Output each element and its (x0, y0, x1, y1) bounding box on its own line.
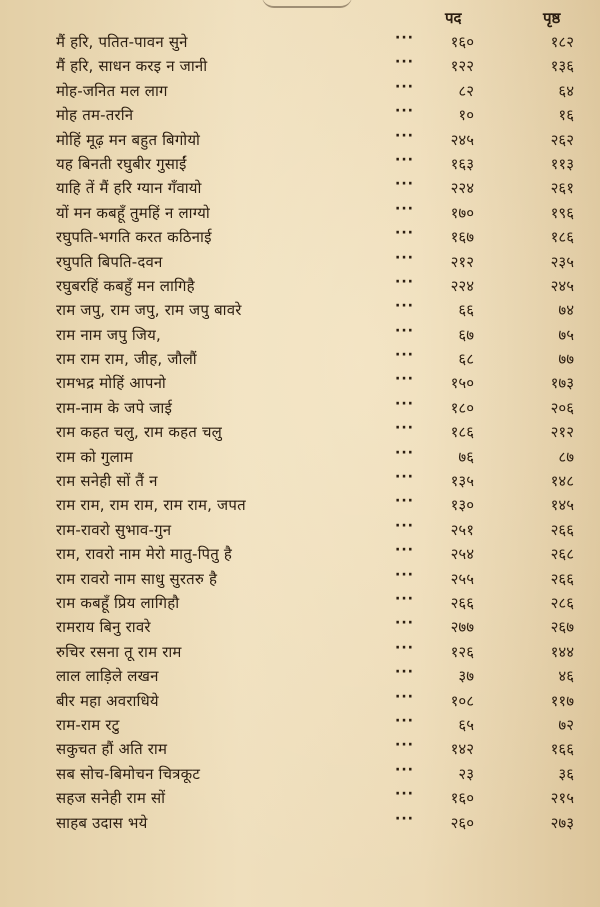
index-row (0, 273, 600, 300)
entry-title: राम सनेही सों तैं न (56, 472, 158, 491)
page-number: ७४ (558, 301, 574, 320)
leader-dots: ··· (395, 127, 414, 144)
entry-title: मोह तम-तरनि (56, 106, 134, 125)
index-row (0, 712, 600, 739)
page-number: १६६ (550, 740, 574, 759)
entry-title: रघुबरहिं कबहुँ मन लागिहै (56, 276, 195, 295)
leader-dots: ··· (395, 786, 414, 803)
page-number: २६७ (550, 618, 574, 637)
pad-number: १७० (450, 203, 474, 222)
entry-title: राम-नाम के जपे जाई (56, 398, 173, 417)
pad-number: २५५ (450, 569, 474, 588)
page-number: २७३ (550, 813, 574, 832)
leader-dots: ··· (395, 151, 414, 168)
index-row (0, 105, 600, 129)
index-row (0, 617, 600, 641)
leader-dots: ··· (395, 249, 414, 266)
entry-title: राम नाम जपु जिय, (56, 325, 162, 344)
pad-number: १३० (450, 496, 474, 515)
entry-title: राम-रावरो सुभाव-गुन (56, 520, 172, 539)
leader-dots: ··· (395, 639, 414, 656)
page-number: २८६ (550, 593, 574, 612)
leader-dots: ··· (395, 542, 414, 559)
page-number: १९६ (550, 203, 574, 222)
pad-number: २५४ (450, 545, 474, 564)
pad-number: ६५ (458, 715, 474, 734)
index-row (0, 151, 600, 178)
index-row (0, 178, 600, 202)
index-row (0, 32, 600, 56)
page-number: २६६ (550, 520, 574, 539)
entry-title: बीर महा अवराधिये (56, 691, 159, 710)
entry-title: रघुपति-भगति करत कठिनाई (56, 228, 212, 247)
entry-title: राम कबहूँ प्रिय लागिहौ (56, 593, 180, 612)
page-number: १३६ (550, 57, 574, 76)
pad-number: २६० (450, 813, 474, 832)
pad-number: २६६ (450, 593, 474, 612)
leader-dots: ··· (395, 54, 414, 71)
pad-number: १३५ (450, 472, 474, 491)
index-row (0, 566, 600, 593)
pad-number: १० (458, 106, 474, 125)
pad-number: २२४ (450, 276, 474, 295)
leader-dots: ··· (395, 712, 414, 729)
entry-title: मोहिं मूढ़ मन बहुत बिगोयो (56, 130, 201, 149)
index-row (0, 761, 600, 788)
index-row (0, 517, 600, 544)
entry-title: मोह-जनित मल लाग (56, 81, 168, 100)
page-number: २४५ (550, 276, 574, 295)
entry-title: राम, रावरो नाम मेरो मातु-पितु है (56, 545, 233, 564)
page-number: १४८ (550, 472, 574, 491)
page-number: ७२ (558, 715, 574, 734)
index-row (0, 788, 600, 812)
entry-title: रघुपति बिपति-दवन (56, 252, 163, 271)
page-number: ८७ (558, 447, 574, 466)
entry-title: राम राम, राम राम, राम राम, जपत (56, 496, 246, 515)
page-number: १७३ (550, 374, 574, 393)
leader-dots: ··· (395, 395, 414, 412)
leader-dots: ··· (395, 200, 414, 217)
page-number: २६२ (550, 130, 574, 149)
page-number: ७७ (558, 350, 574, 369)
leader-dots: ··· (395, 469, 414, 486)
pad-number: ६७ (458, 325, 474, 344)
page-number: १४४ (550, 642, 574, 661)
pad-number: ६६ (458, 301, 474, 320)
entry-title: मैं हरि, पतित-पावन सुने (56, 33, 188, 51)
leader-dots: ··· (395, 517, 414, 534)
page-number: २१२ (550, 423, 574, 442)
leader-dots: ··· (395, 78, 414, 95)
page-number: ११७ (550, 691, 574, 710)
leader-dots: ··· (395, 298, 414, 315)
page-number: १४५ (550, 496, 574, 515)
entry-title: याहि तें मैं हरि ग्यान गँवायो (56, 179, 202, 198)
page-number: २३५ (550, 252, 574, 271)
leader-dots: ··· (395, 737, 414, 754)
index-row (0, 78, 600, 105)
page-number: १८२ (550, 33, 574, 51)
index-row (0, 590, 600, 617)
entry-title: मैं हरि, साधन करइ न जानी (56, 57, 208, 76)
leader-dots: ··· (395, 688, 414, 705)
leader-dots: ··· (395, 420, 414, 437)
index-row (0, 422, 600, 446)
index-row (0, 639, 600, 666)
page-number: २६८ (550, 545, 574, 564)
index-row (0, 739, 600, 763)
leader-dots: ··· (395, 615, 414, 632)
pad-number: २२४ (450, 179, 474, 198)
entry-title: राम राम राम, जीह, जौलौं (56, 350, 197, 369)
page-column-header: पृष्ठ (543, 9, 561, 27)
pad-number: १२६ (450, 642, 474, 661)
leader-dots: ··· (395, 566, 414, 583)
entry-title: लाल लाड़िले लखन (56, 667, 159, 686)
entry-title: रुचिर रसना तू राम राम (56, 642, 182, 661)
index-row (0, 666, 600, 690)
pad-number: ३७ (458, 667, 474, 686)
pad-number: ७६ (458, 447, 474, 466)
page-number: २०६ (550, 398, 574, 417)
leader-dots: ··· (395, 273, 414, 290)
pad-number: १६० (450, 33, 474, 51)
pad-number: १०८ (450, 691, 474, 710)
entry-title: राम कहत चलु, राम कहत चलु (56, 423, 223, 442)
pad-number: १८० (450, 398, 474, 417)
leader-dots: ··· (395, 322, 414, 339)
leader-dots: ··· (395, 371, 414, 388)
leader-dots: ··· (395, 664, 414, 681)
entry-title: सकुचत हौं अति राम (56, 740, 168, 759)
leader-dots: ··· (395, 103, 414, 120)
entry-title: साहब उदास भये (56, 813, 148, 832)
pad-number: १६७ (450, 228, 474, 247)
page-number: १६ (558, 106, 574, 125)
entry-title: राम को गुलाम (56, 447, 134, 466)
pad-number: १२२ (450, 57, 474, 76)
page-number: ३६ (558, 764, 574, 783)
pad-number: १५० (450, 374, 474, 393)
page-number: १८६ (550, 228, 574, 247)
entry-title: राम-राम रटु (56, 715, 120, 734)
index-list (0, 32, 600, 837)
leader-dots: ··· (395, 225, 414, 242)
pad-number: २७७ (450, 618, 474, 637)
pad-number: १६३ (450, 154, 474, 173)
pad-column-header: पद (445, 9, 462, 27)
leader-dots: ··· (395, 347, 414, 364)
index-row (0, 300, 600, 324)
index-row (0, 227, 600, 251)
index-row (0, 544, 600, 568)
leader-dots: ··· (395, 761, 414, 778)
pad-number: २१२ (450, 252, 474, 271)
pad-number: १४२ (450, 740, 474, 759)
pad-number: ६८ (458, 350, 474, 369)
entry-title: राम जपु, राम जपु, राम जपु बावरे (56, 301, 242, 320)
index-row (0, 444, 600, 471)
entry-title: राम रावरो नाम साधु सुरतरु है (56, 569, 218, 588)
leader-dots: ··· (395, 176, 414, 193)
pad-number: १८६ (450, 423, 474, 442)
page-number: ४६ (558, 667, 574, 686)
entry-title: सहज सनेही राम सों (56, 789, 166, 808)
index-row (0, 810, 600, 837)
page-number: २६१ (550, 179, 574, 198)
entry-title: यों मन कबहूँ तुमहिं न लाग्यो (56, 203, 210, 222)
leader-dots: ··· (395, 444, 414, 461)
pad-number: २३ (458, 764, 474, 783)
leader-dots: ··· (395, 590, 414, 607)
index-row (0, 395, 600, 422)
pad-number: १६० (450, 789, 474, 808)
top-bracket-mark (262, 0, 352, 8)
entry-title: यह बिनती रघुबीर गुसाईं (56, 154, 187, 173)
entry-title: रामराय बिनु रावरे (56, 618, 151, 637)
index-row (0, 688, 600, 715)
index-row (0, 471, 600, 495)
index-row (0, 249, 600, 276)
index-row (0, 56, 600, 80)
pad-number: २४५ (450, 130, 474, 149)
entry-title: सब सोच-बिमोचन चित्रकूट (56, 764, 201, 783)
leader-dots: ··· (395, 30, 414, 46)
page-number: ७५ (558, 325, 574, 344)
index-row (0, 200, 600, 227)
index-row (0, 349, 600, 373)
page-number: ११३ (550, 154, 574, 173)
index-row (0, 495, 600, 519)
pad-number: ८२ (458, 81, 474, 100)
leader-dots: ··· (395, 493, 414, 510)
page-number: ६४ (558, 81, 574, 100)
leader-dots: ··· (395, 810, 414, 827)
pad-number: २५१ (450, 520, 474, 539)
index-row (0, 373, 600, 397)
index-row (0, 322, 600, 349)
page-number: २१५ (550, 789, 574, 808)
entry-title: रामभद्र मोहिं आपनो (56, 374, 167, 393)
page-number: २६६ (550, 569, 574, 588)
index-row (0, 127, 600, 154)
